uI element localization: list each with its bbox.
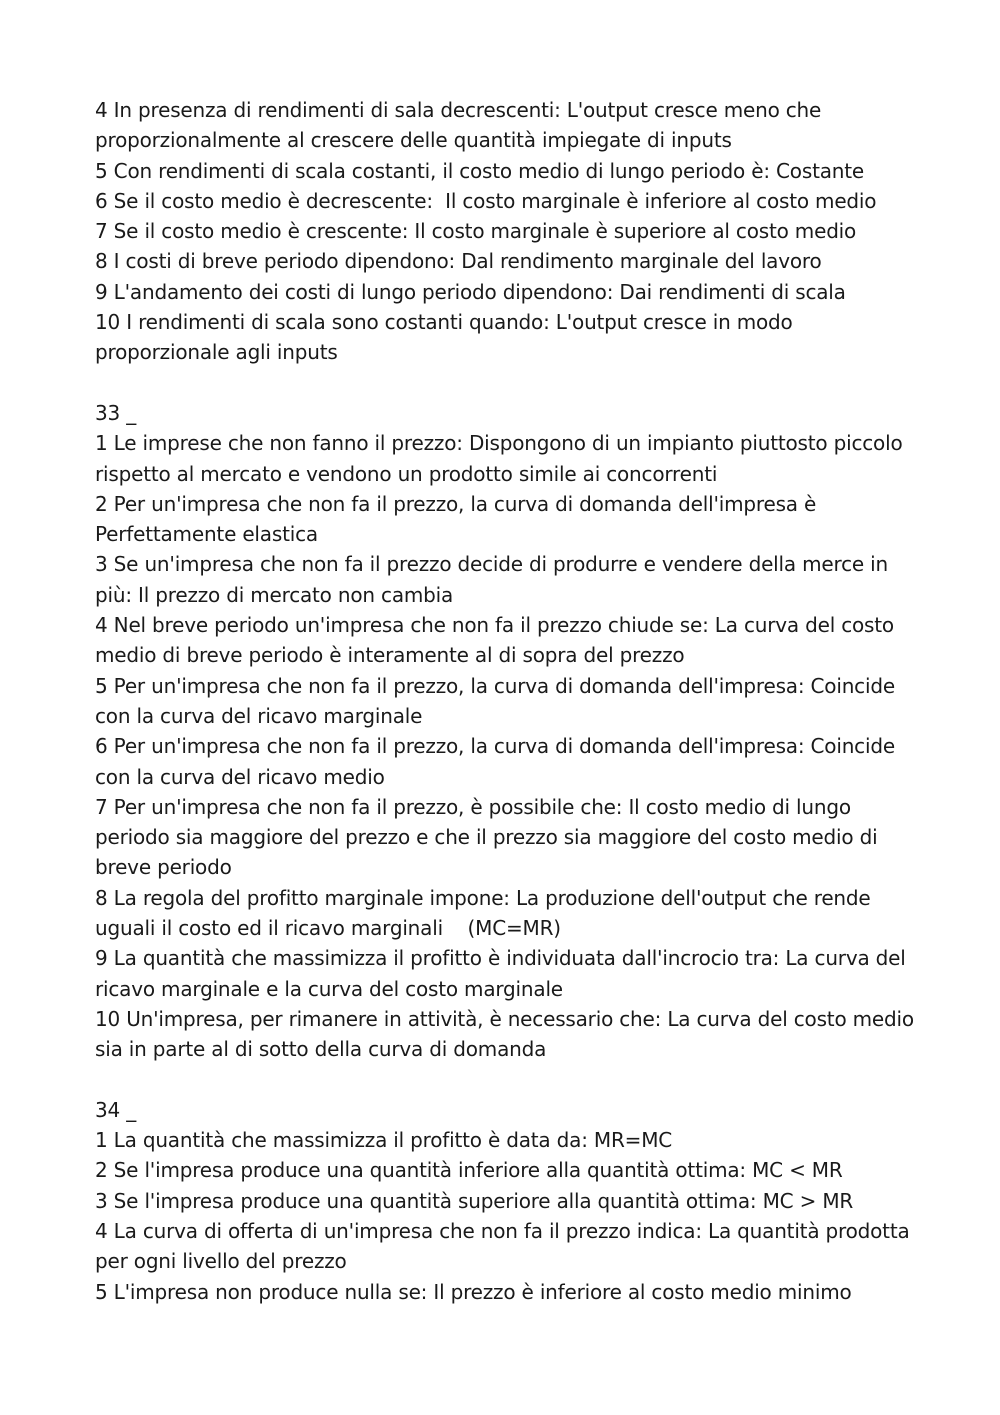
text-line: 10 I rendimenti di scala sono costanti quando: L'output cresce in modo — [95, 310, 793, 335]
text-line: 9 L'andamento dei costi di lungo periodo dipendono: Dai rendimenti di scala — [95, 279, 846, 304]
text-line: uguali il costo ed il ricavo marginali (MC=MR) — [95, 916, 561, 941]
text-line: 8 I costi di breve periodo dipendono: Dal rendimento marginale del lavoro — [95, 249, 822, 274]
text-line: breve periodo — [95, 855, 232, 880]
text-line: 4 Nel breve periodo un'impresa che non fa il prezzo chiude se: La curva del costo — [95, 613, 894, 638]
paragraph-spacer — [95, 368, 925, 398]
section-top — [95, 95, 925, 368]
text-line: ricavo marginale e la curva del costo marginale — [95, 976, 563, 1001]
text-line: 3 Se un'impresa che non fa il prezzo decide di produrre e vendere della merce in — [95, 552, 888, 577]
text-line: 10 Un'impresa, per rimanere in attività, è necessario che: La curva del costo medio — [95, 1006, 914, 1031]
text-line: 7 Per un'impresa che non fa il prezzo, è possibile che: Il costo medio di lungo — [95, 794, 851, 819]
section-heading: 33 _ — [95, 400, 137, 425]
text-line: sia in parte al di sotto della curva di domanda — [95, 1037, 547, 1062]
text-line: rispetto al mercato e vendono un prodotto simile ai concorrenti — [95, 461, 718, 486]
text-line: 1 La quantità che massimizza il profitto è data da: MR=MC — [95, 1128, 673, 1153]
text-line: periodo sia maggiore del prezzo e che il prezzo sia maggiore del costo medio di — [95, 825, 878, 850]
text-line: 9 La quantità che massimizza il profitto è individuata dall'incrocio tra: La curva del — [95, 946, 906, 971]
text-line: 6 Se il costo medio è decrescente: Il costo marginale è inferiore al costo medio — [95, 188, 877, 213]
text-line: 2 Per un'impresa che non fa il prezzo, la curva di domanda dell'impresa è — [95, 491, 817, 516]
text-line: 2 Se l'impresa produce una quantità inferiore alla quantità ottima: MC < MR — [95, 1158, 843, 1183]
document-page — [95, 95, 925, 1307]
text-line: proporzionalmente al crescere delle quantità impiegate di inputs — [95, 128, 732, 153]
text-line: Perfettamente elastica — [95, 522, 318, 547]
text-line: 4 In presenza di rendimenti di sala decrescenti: L'output cresce meno che — [95, 98, 822, 122]
text-line: 8 La regola del profitto marginale impone: La produzione dell'output che rende — [95, 885, 871, 910]
text-line: 4 La curva di offerta di un'impresa che non fa il prezzo indica: La quantità prodotta — [95, 1218, 910, 1243]
text-line: 7 Se il costo medio è crescente: Il costo marginale è superiore al costo medio — [95, 219, 857, 244]
text-line: proporzionale agli inputs — [95, 340, 338, 365]
text-line: medio di breve periodo è interamente al di sopra del prezzo — [95, 643, 685, 668]
text-line: 1 Le imprese che non fanno il prezzo: Dispongono di un impianto piuttosto piccolo — [95, 431, 903, 456]
text-line: per ogni livello del prezzo — [95, 1249, 347, 1274]
section-33 — [95, 398, 925, 1065]
text-line: 5 Per un'impresa che non fa il prezzo, la curva di domanda dell'impresa: Coincide — [95, 673, 895, 698]
section-heading: 34 _ — [95, 1097, 137, 1122]
paragraph-spacer — [95, 1065, 925, 1095]
text-line: 6 Per un'impresa che non fa il prezzo, la curva di domanda dell'impresa: Coincide — [95, 734, 895, 759]
text-line: 3 Se l'impresa produce una quantità superiore alla quantità ottima: MC > MR — [95, 1188, 854, 1213]
section-34 — [95, 1095, 925, 1307]
text-line: più: Il prezzo di mercato non cambia — [95, 582, 454, 607]
text-line: con la curva del ricavo marginale — [95, 703, 423, 728]
text-line: 5 Con rendimenti di scala costanti, il costo medio di lungo periodo è: Costante — [95, 158, 864, 183]
text-line: 5 L'impresa non produce nulla se: Il prezzo è inferiore al costo medio minimo — [95, 1279, 852, 1304]
text-line: con la curva del ricavo medio — [95, 764, 385, 789]
